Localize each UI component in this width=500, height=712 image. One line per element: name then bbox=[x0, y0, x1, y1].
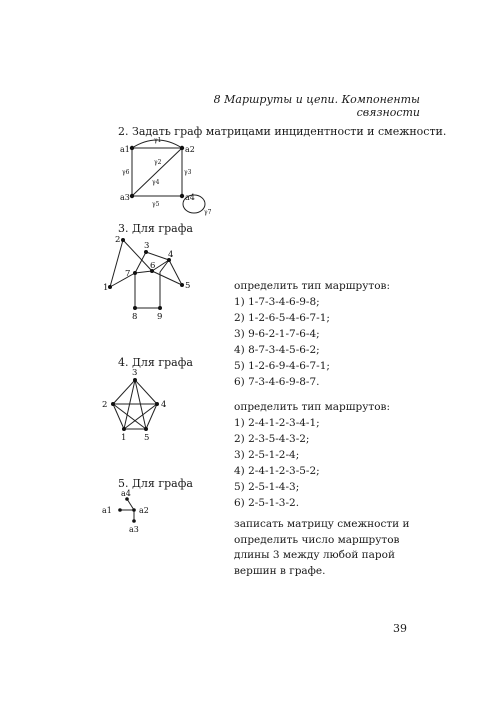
vertex bbox=[111, 402, 115, 406]
vertex-label: 5 bbox=[185, 281, 191, 291]
vertex bbox=[180, 283, 184, 287]
list-item: 5) 2-5-1-4-3; bbox=[234, 481, 300, 493]
vertex-label: 3 bbox=[132, 368, 138, 378]
task-5-graph bbox=[98, 487, 168, 537]
vertex-label: 3 bbox=[144, 241, 150, 251]
vertex bbox=[132, 508, 136, 512]
edge-label: γ5 bbox=[152, 201, 160, 208]
list-item: 4) 8-7-3-4-5-6-2; bbox=[234, 344, 320, 356]
vertex-label: 1 bbox=[121, 433, 127, 442]
vertex-label: a2 bbox=[185, 145, 195, 154]
list-item: 6) 2-5-1-3-2. bbox=[234, 497, 300, 509]
task-4-graph bbox=[98, 366, 183, 442]
edge bbox=[146, 252, 169, 260]
list-item: 1) 1-7-3-4-6-9-8; bbox=[234, 296, 320, 308]
page-number: 39 bbox=[393, 622, 407, 635]
vertex-label: 2 bbox=[115, 235, 121, 245]
task-3-graph bbox=[102, 230, 197, 322]
edge-label: γ3 bbox=[184, 169, 192, 176]
task-5-title: 5. Для графа bbox=[118, 477, 193, 490]
vertex bbox=[118, 508, 122, 512]
task-4-prompt: определить тип маршрутов: bbox=[234, 401, 390, 413]
task-3-text bbox=[234, 278, 390, 390]
edge-label: γ6 bbox=[122, 169, 130, 176]
edge-label: γ2 bbox=[154, 159, 162, 166]
edge bbox=[160, 260, 169, 272]
vertex bbox=[108, 285, 112, 289]
edge bbox=[135, 380, 157, 404]
vertex bbox=[130, 194, 134, 198]
vertex-label: 1 bbox=[103, 283, 109, 293]
vertex-label: a3 bbox=[129, 525, 139, 534]
task-2-title: 2. Задать граф матрицами инцидентности и смежности. bbox=[118, 125, 447, 138]
vertex bbox=[133, 306, 137, 310]
vertex-label: 9 bbox=[157, 312, 163, 322]
list-item: 1) 2-4-1-2-3-4-1; bbox=[234, 417, 320, 429]
edge bbox=[152, 271, 182, 285]
vertex-label: a4 bbox=[185, 193, 195, 202]
edge bbox=[135, 271, 152, 273]
list-item: 3) 9-6-2-1-7-6-4; bbox=[234, 328, 320, 340]
task-4-text bbox=[234, 399, 390, 511]
edge bbox=[127, 499, 134, 510]
edge bbox=[113, 380, 135, 404]
edge-label: γ4 bbox=[152, 179, 160, 186]
vertex-label: a4 bbox=[121, 489, 131, 498]
vertex-label: a1 bbox=[120, 145, 130, 154]
task-3-title: 3. Для графа bbox=[118, 222, 193, 235]
vertex-label: a1 bbox=[102, 506, 112, 515]
vertex-label: 5 bbox=[144, 433, 150, 442]
vertex-label: a3 bbox=[120, 193, 130, 202]
running-header: 8 Маршруты и цепи. Компоненты связности bbox=[213, 93, 420, 119]
vertex-label: 8 bbox=[132, 312, 138, 322]
list-item: 4) 2-4-1-2-3-5-2; bbox=[234, 465, 320, 477]
vertex-label: 6 bbox=[150, 261, 156, 271]
edge-label: γ1 bbox=[154, 137, 162, 144]
vertex-label: 4 bbox=[161, 400, 167, 410]
edge bbox=[132, 148, 182, 196]
list-item: 2) 2-3-5-4-3-2; bbox=[234, 433, 310, 445]
list-item: 5) 1-2-6-9-4-6-7-1; bbox=[234, 360, 330, 372]
task-5-note: записать матрицу смежности и определить число маршрутов длины 3 между любой парой вершин в графе. bbox=[234, 518, 410, 577]
task-4-title: 4. Для графа bbox=[118, 356, 193, 369]
edge bbox=[110, 240, 123, 287]
task-3-prompt: определить тип маршрутов: bbox=[234, 280, 390, 292]
vertex bbox=[133, 378, 137, 382]
vertex bbox=[180, 194, 184, 198]
vertex bbox=[130, 146, 134, 150]
task-2-graph bbox=[112, 136, 222, 216]
vertex bbox=[144, 427, 148, 431]
list-item: 6) 7-3-4-6-9-8-7. bbox=[234, 376, 320, 388]
list-item: 3) 2-5-1-2-4; bbox=[234, 449, 300, 461]
edge-label: γ7 bbox=[204, 209, 212, 216]
vertex bbox=[180, 146, 184, 150]
vertex-label: 4 bbox=[168, 250, 174, 260]
vertex bbox=[133, 271, 137, 275]
edge bbox=[169, 260, 182, 285]
vertex bbox=[122, 427, 126, 431]
vertex bbox=[158, 306, 162, 310]
vertex-label: a2 bbox=[139, 506, 149, 515]
vertex-label: 7 bbox=[125, 269, 131, 279]
vertex bbox=[132, 519, 136, 523]
vertex bbox=[121, 238, 125, 242]
vertex-label: 2 bbox=[102, 400, 108, 410]
list-item: 2) 1-2-6-5-4-6-7-1; bbox=[234, 312, 330, 324]
vertex bbox=[155, 402, 159, 406]
